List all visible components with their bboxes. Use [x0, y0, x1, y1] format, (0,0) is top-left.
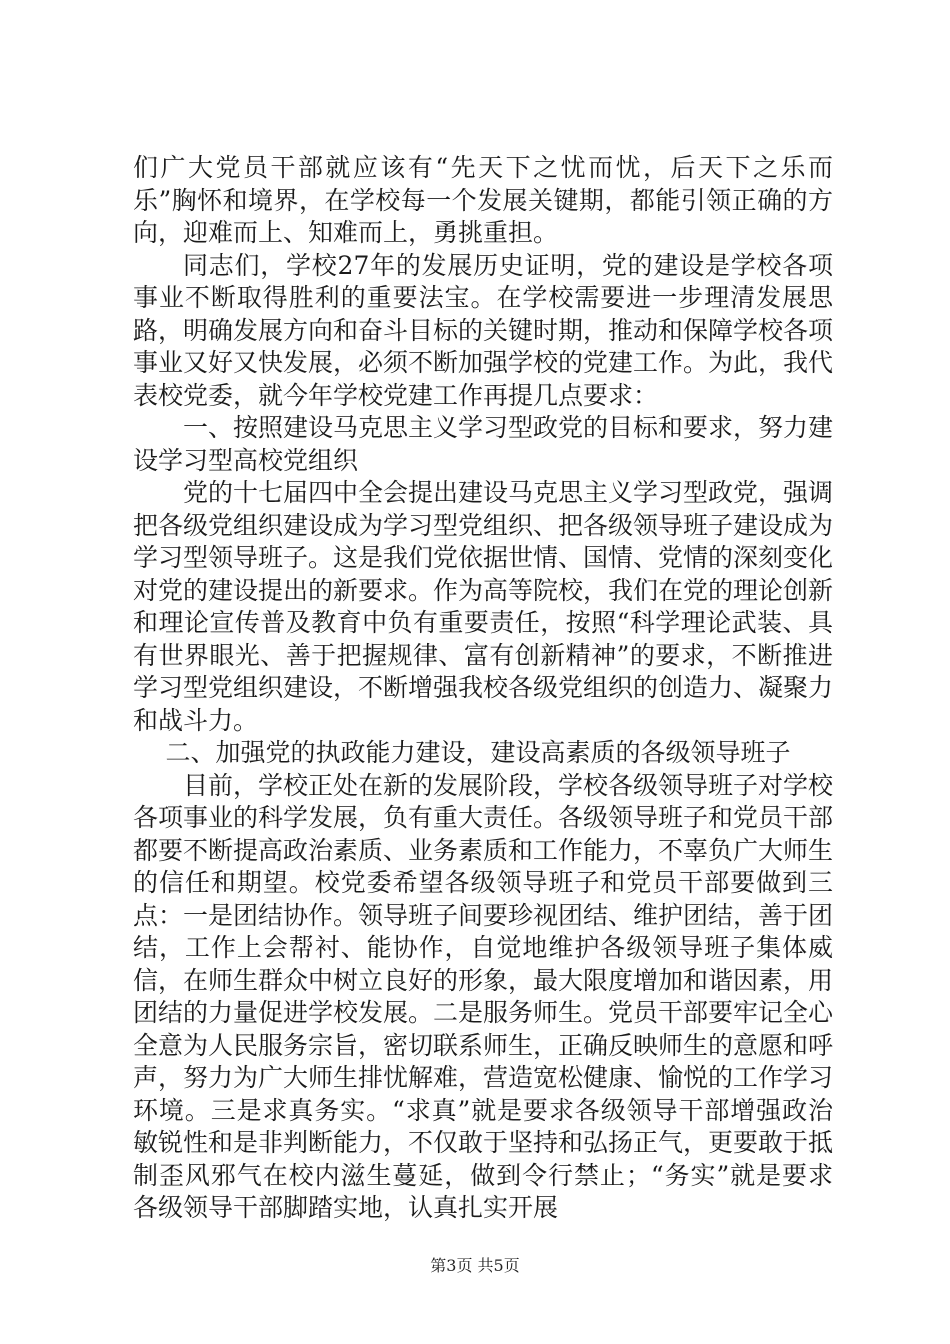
- paragraph-learning-party: 党的十七届四中全会提出建设马克思主义学习型政党，强调把各级党组织建设成为学习型党组织、把各级领导班子建设成为学习型领导班子。这是我们党依据世情、国情、党情的深刻变化对党的建设提出的新要求。作为高等院校，我们在党的理论创新和理论宣传普及教育中负有重要责任，按照“科学理论武装、具有世界眼光、善于把握规律、富有创新精神”的要求，不断推进学习型党组织建设，不断增强我校各级党组织的创造力、凝聚力和战斗力。: [133, 478, 834, 735]
- page-number: 第3页 共5页: [430, 1256, 520, 1275]
- section-heading-1: 一、按照建设马克思主义学习型政党的目标和要求，努力建设学习型高校党组织: [133, 413, 834, 475]
- paragraph-history: 同志们，学校27年的发展历史证明，党的建设是学校各项事业不断取得胜利的重要法宝。在学校需要进一步理清发展思路，明确发展方向和奋斗目标的关键时期，推动和保障学校各项事业又好又快发展，必须不断加强学校的党建工作。为此，我代表校党委，就今年学校党建工作再提几点要求：: [133, 250, 834, 410]
- paragraph-leadership: 目前，学校正处在新的发展阶段，学校各级领导班子对学校各项事业的科学发展，负有重大责任。各级领导班子和党员干部都要不断提高政治素质、业务素质和工作能力，不辜负广大师生的信任和期望。校党委希望各级领导班子和党员干部要做到三点：一是团结协作。领导班子间要珍视团结、维护团结，善于团结，工作上会帮衬、能协作，自觉地维护各级领导班子集体威信，在师生群众中树立良好的形象，最大限度增加和谐因素，用团结的力量促进学校发展。二是服务师生。党员干部要牢记全心全意为人民服务宗旨，密切联系师生，正确反映师生的意愿和呼声，努力为广大师生排忧解难，营造宽松健康、愉悦的工作学习环境。三是求真务实。“求真”就是要求各级领导干部增强政治敏锐性和是非判断能力，不仅敢于坚持和弘扬正气，更要敢于抵制歪风邪气在校内滋生蔓延，做到令行禁止；“务实”就是要求各级领导干部脚踏实地，认真扎实开展: [133, 770, 834, 1222]
- paragraph-continuation: 们广大党员干部就应该有“先天下之忧而忧，后天下之乐而乐”胸怀和境界，在学校每一个发展关键期，都能引领正确的方向，迎难而上、知难而上，勇挑重担。: [133, 153, 833, 247]
- body-text: [133, 152, 833, 1225]
- section-heading-2: 二、加强党的执政能力建设，建设高素质的各级领导班子: [165, 738, 791, 767]
